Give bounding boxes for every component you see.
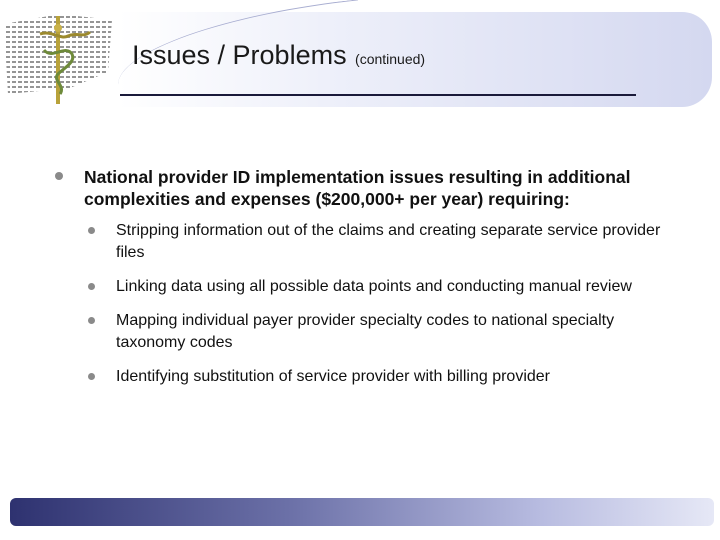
- sub-bullet-item: [88, 276, 675, 298]
- sub-bullet-item: [88, 310, 675, 354]
- sub-bullet-dot-icon: [88, 283, 95, 290]
- bullet-text: National provider ID implementation issues resulting in additional complexities and expenses ($200,000+ per year) requiring:: [84, 167, 631, 209]
- sub-bullet-text: Stripping information out of the claims and creating separate service provider files: [116, 222, 661, 261]
- title-underline: [120, 94, 636, 96]
- caduceus-logo-icon: [0, 10, 120, 110]
- sub-bullet-dot-icon: [88, 227, 95, 234]
- sub-bullet-text: Identifying substitution of service provider with billing provider: [116, 368, 550, 385]
- footer-band: [10, 498, 714, 526]
- sub-bullet-list: [55, 220, 675, 388]
- sub-bullet-text: Mapping individual payer provider specialty codes to national specialty taxonomy codes: [116, 312, 615, 351]
- slide-title: [132, 40, 425, 80]
- bullet-dot-icon: [55, 172, 63, 180]
- title-suffix: (continued): [355, 51, 426, 67]
- sub-bullet-dot-icon: [88, 373, 95, 380]
- sub-bullet-item: [88, 366, 675, 388]
- bullet-item: [55, 166, 675, 210]
- bullet-list: [55, 166, 675, 400]
- title-text: Issues / Problems: [132, 40, 347, 70]
- sub-bullet-item: [88, 220, 675, 264]
- sub-bullet-text: Linking data using all possible data points and conducting manual review: [116, 278, 632, 295]
- sub-bullet-dot-icon: [88, 317, 95, 324]
